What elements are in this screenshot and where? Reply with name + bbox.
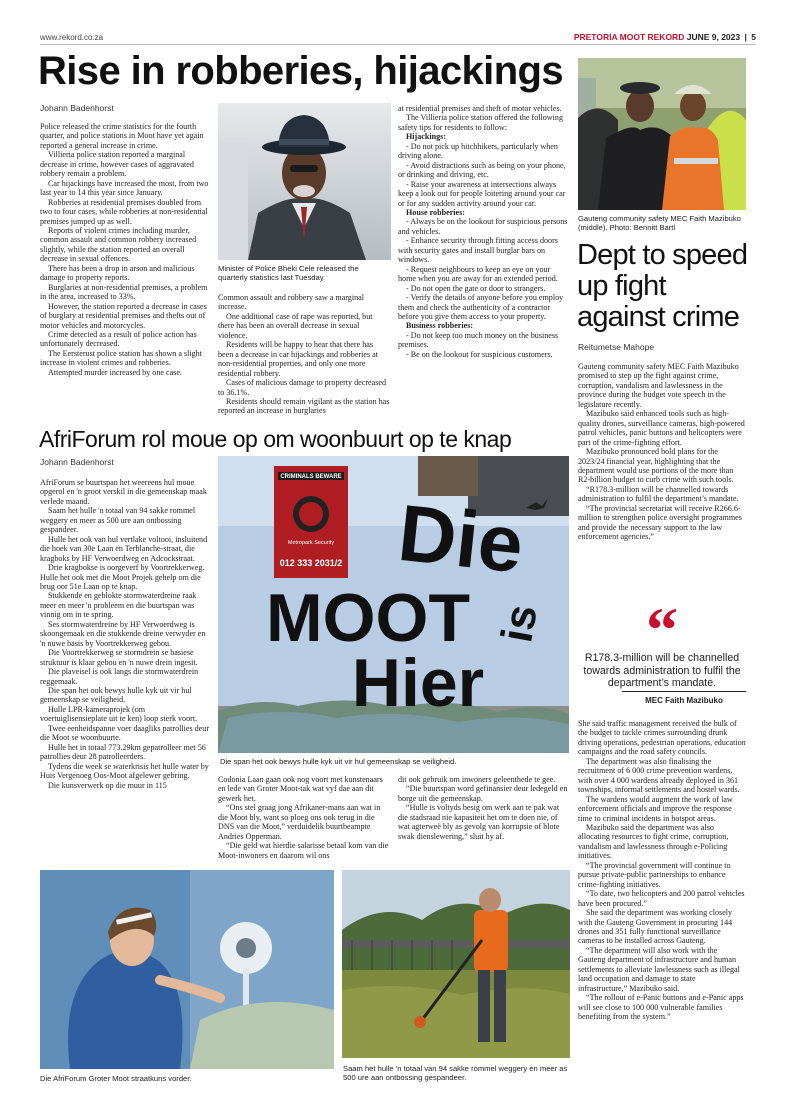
paragraph: “Die geld wat hierdie salarisse betaal kom van die Moot-inwoners en daarom wil ons: [218, 841, 389, 860]
mural-text-moot: MOOT: [266, 580, 470, 656]
paragraph: Hulle LPR-kameraprojek (om voertuiglisensieplate uit te ken) loop sterk voort.: [40, 704, 198, 724]
paragraph: “The rollout of e-Panic buttons and e-Panic apps will see close to 100 000 vulnerable families benefiting from the system.”: [578, 993, 744, 1022]
mural-text-is: is: [492, 601, 548, 646]
paragraph: - Avoid distractions such as being on your phone, or drinking and driving, etc.: [398, 160, 566, 180]
paragraph: Twee eenheidspanne voer daagliks patrollies deur die Moot se woonbuurte.: [40, 723, 210, 743]
pull-quote-attribution: MEC Faith Mazibuko: [645, 696, 723, 705]
paragraph: Die Voortrekkerweg se stormdrein se basiese struktuur is klaar gebou en 'n nuwe drein ingesit.: [40, 648, 198, 667]
caption-mec: [578, 214, 746, 232]
paragraph: However, the station reported a decrease in cases of burglary at residential premises and thefts out of motor vehicles and motorcycles.: [40, 301, 207, 330]
pull-quote: [578, 594, 746, 705]
paragraph: - Do not keep too much money on the business premises.: [398, 330, 559, 350]
photo-mec-mazibuko: [578, 58, 746, 210]
article2-column2: [218, 775, 390, 860]
paragraph: Tydens die week se waterkrisis het hulle water by Huis Vergenoeg Oos-Moot afgelewer gebring.: [40, 761, 209, 781]
caption-street-art: Die AfriForum Groter Moot straatkuns vorder.: [40, 1074, 192, 1083]
header-rule: [40, 44, 756, 45]
paragraph: “R178.3-million will be channelled towards administration to fulfil the department’s mandate.: [578, 484, 739, 504]
headline-robberies: Rise in robberies, hijackings: [38, 49, 564, 93]
paragraph: She said the department was working closely with the Gauteng Government in procuring 144 drones and 351 fully functional surveillance cameras to be installed across Gauteng.: [578, 908, 733, 946]
paragraph: Die span het ook bewys hulle kyk uit vir hul gemeenskap se veiligheid.: [40, 685, 192, 705]
paragraph: Robberies at residential premises doubled from two to four cases, while robberies at non-residential premises jumped up as well.: [40, 197, 208, 226]
headline-afriforum: AfriForum rol moue op om woonbuurt op te knap: [39, 426, 512, 452]
paragraph: Car hijackings have increased the most, from two last year to 14 this year since January.: [40, 178, 209, 198]
headline-dept-speed-up: Dept to speed up fight against crime: [577, 239, 748, 333]
photo-brushcutter-worker: [342, 870, 570, 1058]
paragraph: Mazibuko said the department was also allocating resources to fight crime, corruption, vandalism and lawlessness through e-Policing initiatives.: [578, 822, 729, 861]
paragraph: “Hulle is voltyds besig om werk aan te pak wat die stadsraad nie kapasiteit het om te doen nie, of wat agterweë bly as gevolg van korrupsie of blote swak dienslewering,” sluit hy af.: [398, 803, 560, 841]
article1-column3: [398, 104, 570, 359]
issue-date: JUNE 9, 2023: [686, 32, 741, 42]
paper-name: PRETORIA MOOT REKORD: [573, 32, 685, 42]
mural-sign-title: CRIMINALS BEWARE: [280, 474, 342, 480]
paragraph: Mazibuko said enhanced tools such as high-quality drones, surveillance cameras, high-powered patrol vehicles, panic buttons and helicopters were part of the crime-fighting effort.: [578, 409, 745, 447]
pull-quote-rule: [622, 691, 746, 692]
paragraph: - Do not pick up hitchhikers, particularly when driving alone.: [398, 141, 558, 161]
paragraph: House robberies:: [406, 207, 465, 217]
mural-text-hier: Hier: [351, 645, 485, 721]
photo-street-art-painter: [40, 870, 334, 1069]
paragraph: Hijackings:: [406, 132, 447, 142]
paragraph: Hulle het in totaal 773.29km gepatrolleer met 56 patrollies deur 28 patrolleerders.: [40, 742, 206, 762]
paragraph: AfriForum se buurtspan het weereens hul moue opgerol en 'n groot verskil in die gemeenskap maak verlede maand.: [40, 478, 207, 506]
paragraph: She said traffic management received the bulk of the budget to tackle crimes surrounding drunk driving operations, pedestrian operations, education campaigns and the road safety councils.: [578, 719, 746, 757]
paragraph: “The provincial government will continue to pursue private-public partnerships to enhance crime-fighting initiatives.: [578, 860, 731, 889]
article3-column-a: [578, 362, 746, 542]
paragraph: Reports of violent crimes including murder, common assault and common robbery increased slightly, while the station reported an overall decrease in sexual offences.: [40, 225, 197, 264]
paragraph: - Always be on the lookout for suspicious persons and vehicles.: [398, 217, 568, 236]
paragraph: The department was also finalising the recruitment of 6 000 crime prevention wardens, with over 4 000 wardens already deployed in 361 townships, informal settlements and hostel wards.: [578, 756, 740, 795]
paragraph: There has been a drop in arson and malicious damage to property reports.: [40, 263, 195, 283]
page-number: 5: [751, 32, 756, 42]
paragraph: Codonia Laan gaan ook nog voort met kunstenaars en lede van Groter Moot-tak wat vyf dae aan dit gewerk het.: [218, 775, 383, 803]
paragraph: Die plaveisel is ook langs die stormwaterdrein reggemaak.: [40, 667, 199, 686]
paragraph: Gauteng community safety MEC Faith Mazibuko promised to step up the fight against crime, corruption, vandalism and lawlessness in the province during the budget vote speech in the legislature recently.: [578, 362, 739, 409]
photo-mural-die-moot-is-hier: [218, 456, 569, 753]
paragraph: Residents should remain vigilant as the station has reported an increase in burglaries: [218, 396, 390, 416]
page-url: www.rekord.co.za: [40, 33, 104, 42]
mural-sign-phone: 012 333 2031/2: [279, 558, 343, 568]
paragraph: Attempted murder increased by one case.: [48, 367, 182, 377]
mural-text-die: Die: [394, 487, 528, 590]
paragraph: Saam het hulle 'n totaal van 94 sakke rommel weggery en meer as 500 ure aan ontbossing gespandeer.: [40, 506, 196, 535]
paragraph: Mazibuko pronounced bold plans for the 2023/24 financial year, highlighting that the department would use portions of the more than R2-billion budget to curb crime with such tools.: [578, 447, 734, 485]
paragraph: “Die buurtspan word gefinansier deur ledegeld en borge uit die gemeenskap.: [398, 784, 568, 803]
page-header-right: [574, 32, 756, 42]
paragraph: “To date, two helicopters and 200 patrol vehicles have been procured.”: [578, 889, 745, 908]
article2-column3: [398, 775, 570, 841]
mural-sign-sub: Metropark Security: [287, 540, 335, 546]
paragraph: Stukkende en geblokte stormwaterdreine raak meer en meer 'n probleem en die buurtspan was vinnig om in te spring.: [40, 591, 197, 620]
header-separator: |: [744, 32, 747, 42]
paragraph: Crime detected as a result of police action has unfortunately decreased.: [40, 329, 197, 349]
article1-column2: [218, 293, 390, 416]
article2-column1: [40, 478, 212, 790]
paragraph: Hulle het ook van hul vertlake voltooi, insluitend die hoek van 30e Laan en Terblanche-straat, die kragboks by HF Verwoerdweg en Adcockstraat.: [40, 534, 208, 563]
paragraph: Ses stormwaterdreine by HF Verwoerdweg is skoongemaak en die stukkende dreine verwyder en 'n nuwe basis by Voortrekkerweg gebou.: [40, 619, 206, 648]
article3-column-b: [578, 719, 746, 1022]
paragraph: “The provincial secretariat will receive R266.6-million to strengthen police oversight programmes and provide the necessary support to the law enforcement agencies.”: [578, 503, 742, 542]
pull-quote-text: R178.3-million will be channelled towards administration to fulfil the department’s mandate.: [583, 652, 741, 689]
paragraph: “The department will also work with the Gauteng department of infrastructure and human settlements to alleviate lawlessness such as illegal land occupation and damage to state infrastructure,” Mazibuko said.: [578, 945, 740, 993]
byline-article1: Johann Badenhorst: [40, 103, 114, 113]
paragraph: Drie kragbokse is oorgeverf by Voortrekkerweg. Hulle het ook met die Moot Projek gehelp om die brug oor 51e Laan op te knap.: [40, 563, 205, 591]
paragraph: One additional case of rape was reported, but there has been an overall decrease in sexual violence.: [218, 311, 373, 340]
caption-mec-text: Gauteng community safety MEC Faith Mazibuko (middle). Photo: Bennitt Bartl: [578, 214, 741, 232]
paragraph: - Be on the lookout for suspicious customers.: [406, 349, 553, 359]
paragraph: - Raise your awareness at intersections always keep a look out for people loitering around your car or for any sudden activity around your car.: [398, 179, 566, 208]
paragraph: Die kunsverwerk op die muur in 115: [48, 780, 167, 790]
paragraph: at residential premises and theft of motor vehicles.: [398, 104, 562, 113]
paragraph: - Request neighbours to keep an eye on your home when you are away for an extended period.: [398, 264, 558, 284]
byline-article2: Johann Badenhorst: [40, 457, 114, 467]
byline-article3: Reitumetse Mahope: [578, 342, 655, 352]
paragraph: dit ook gebruik om inwoners geleenthede te gee.: [398, 775, 556, 784]
paragraph: The Villieria police station offered the following safety tips for residents to follow:: [398, 113, 563, 132]
paragraph: The Eersterust police station has shown a slight increase in violent crimes and robberies.: [40, 348, 202, 368]
paragraph: The wardens would augment the work of law enforcement officials and improve the response time to criminal incidents in hotspot areas.: [578, 794, 733, 823]
paragraph: Cases of malicious damage to property decreased to 36.1%.: [218, 378, 387, 397]
paragraph: - Verify the details of anyone before you employ them and check the authenticity of a contractor before you give them access to your property.: [398, 293, 564, 321]
paragraph: Police released the crime statistics for the fourth quarter, and police stations in Moot have yet again reported a general increase in crime.: [40, 122, 204, 150]
caption-mural: Die span het ook bewys hulle kyk uit vir hul gemeenskap se veiligheid.: [220, 757, 457, 766]
paragraph: “Ons stel graag jong Afrikaner-mans aan wat in die Moot bly, want so ploeg ons ook terug in die DNS van die Moot,” verduidelik buurtbeampte Andries Opperman.: [218, 803, 381, 841]
quote-mark-icon: “: [646, 594, 678, 665]
paragraph: - Enhance security through fitting access doors with security gates and install burglar bars on windows.: [398, 236, 558, 265]
article1-column1: [40, 122, 212, 377]
paragraph: Business robberies:: [406, 321, 474, 331]
paragraph: Villieria police station reported a marginal decrease in crime, however cases of aggravated robbery remain a problem.: [40, 150, 194, 179]
caption-minister: Minister of Police Bheki Cele released the quarterly statistics last Tuesday.: [218, 264, 359, 282]
paragraph: Common assault and robbery saw a marginal increase.: [218, 293, 364, 312]
paragraph: Residents will be happy to hear that there has been a decrease in car hijackings and robberies at non-residential properties, and only one more residential robbery.: [218, 340, 378, 378]
paragraph: Burglaries at non-residential premises, a problem in the area, increased to 33%.: [40, 282, 208, 302]
photo-minister-cele: [218, 103, 391, 260]
paragraph: - Do not open the gate or door to strangers.: [406, 283, 546, 293]
caption-brushcutter: Saam het hulle 'n totaal van 94 sakke rommel weggery en meer as 500 ure aan ontbossing gespandeer.: [343, 1064, 568, 1082]
